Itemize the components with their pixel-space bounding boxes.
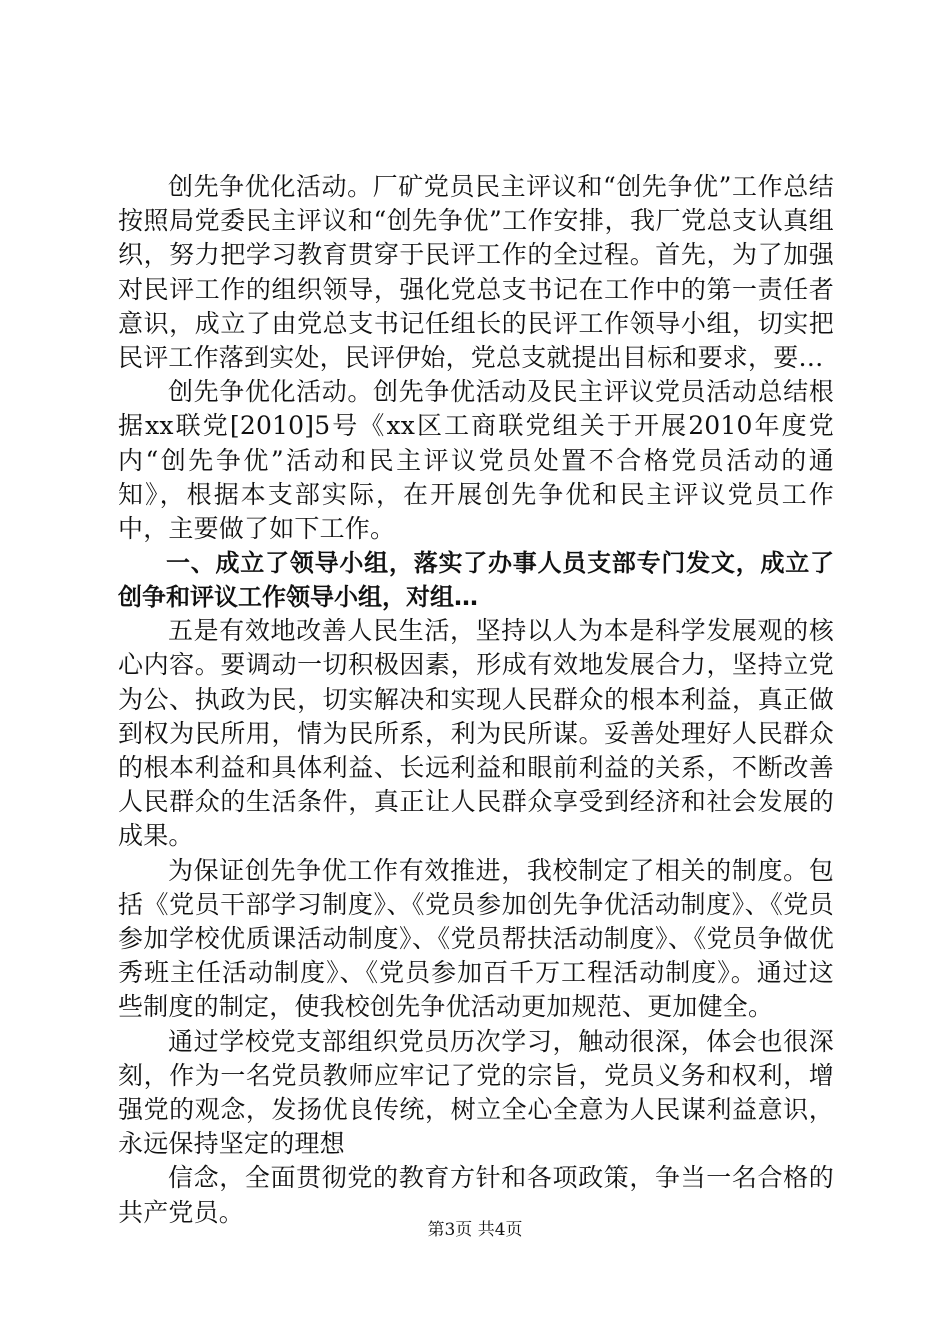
paragraph: 信念，全面贯彻党的教育方针和各项政策，争当一名合格的共产党员。 <box>118 1163 834 1227</box>
page-footer: 第3页 共4页 <box>427 1220 523 1240</box>
paragraph: 创先争优化活动。创先争优活动及民主评议党员活动总结根据xx联党[2010]5号《xx区工商联党组关于开展2010年度党内“创先争优”活动和民主评议党员处置不合格党员活动的通知》，根据本支部实际，在开展创先争优和民主评议党员工作中，主要做了如下工作。 <box>118 377 834 544</box>
section-heading: 一、成立了领导小组，落实了办事人员支部专门发文，成立了创争和评议工作领导小组，对组… <box>118 549 834 612</box>
paragraph: 为保证创先争优工作有效推进，我校制定了相关的制度。包括《党员干部学习制度》、《党员参加创先争优活动制度》、《党员参加学校优质课活动制度》、《党员帮扶活动制度》、《党员争做优秀班主任活动制度》、《党员参加百千万工程活动制度》。通过这些制度的制定，使我校创先争优活动更加规范、更加健全。 <box>118 855 834 1022</box>
document-body <box>118 170 834 1230</box>
paragraph: 创先争优化活动。厂矿党员民主评议和“创先争优”工作总结按照局党委民主评议和“创先争优”工作安排，我厂党总支认真组织，努力把学习教育贯穿于民评工作的全过程。首先，为了加强对民评工作的组织领导，强化党总支书记在工作中的第一责任者意识，成立了由党总支书记任组长的民评工作领导小组，切实把民评工作落到实处，民评伊始，党总支就提出目标和要求，要… <box>118 172 834 373</box>
paragraph: 五是有效地改善人民生活，坚持以人为本是科学发展观的核心内容。要调动一切积极因素，形成有效地发展合力，坚持立党为公、执政为民，切实解决和实现人民群众的根本利益，真正做到权为民所用，情为民所系，利为民所谋。妥善处理好人民群众的根本利益和具体利益、长远利益和眼前利益的关系，不断改善人民群众的生活条件，真正让人民群众享受到经济和社会发展的成果。 <box>118 616 834 851</box>
paragraph: 通过学校党支部组织党员历次学习，触动很深，体会也很深刻，作为一名党员教师应牢记了党的宗旨，党员义务和权利，增强党的观念，发扬优良传统，树立全心全意为人民谋利益意识，永远保持坚定的理想 <box>118 1026 834 1159</box>
